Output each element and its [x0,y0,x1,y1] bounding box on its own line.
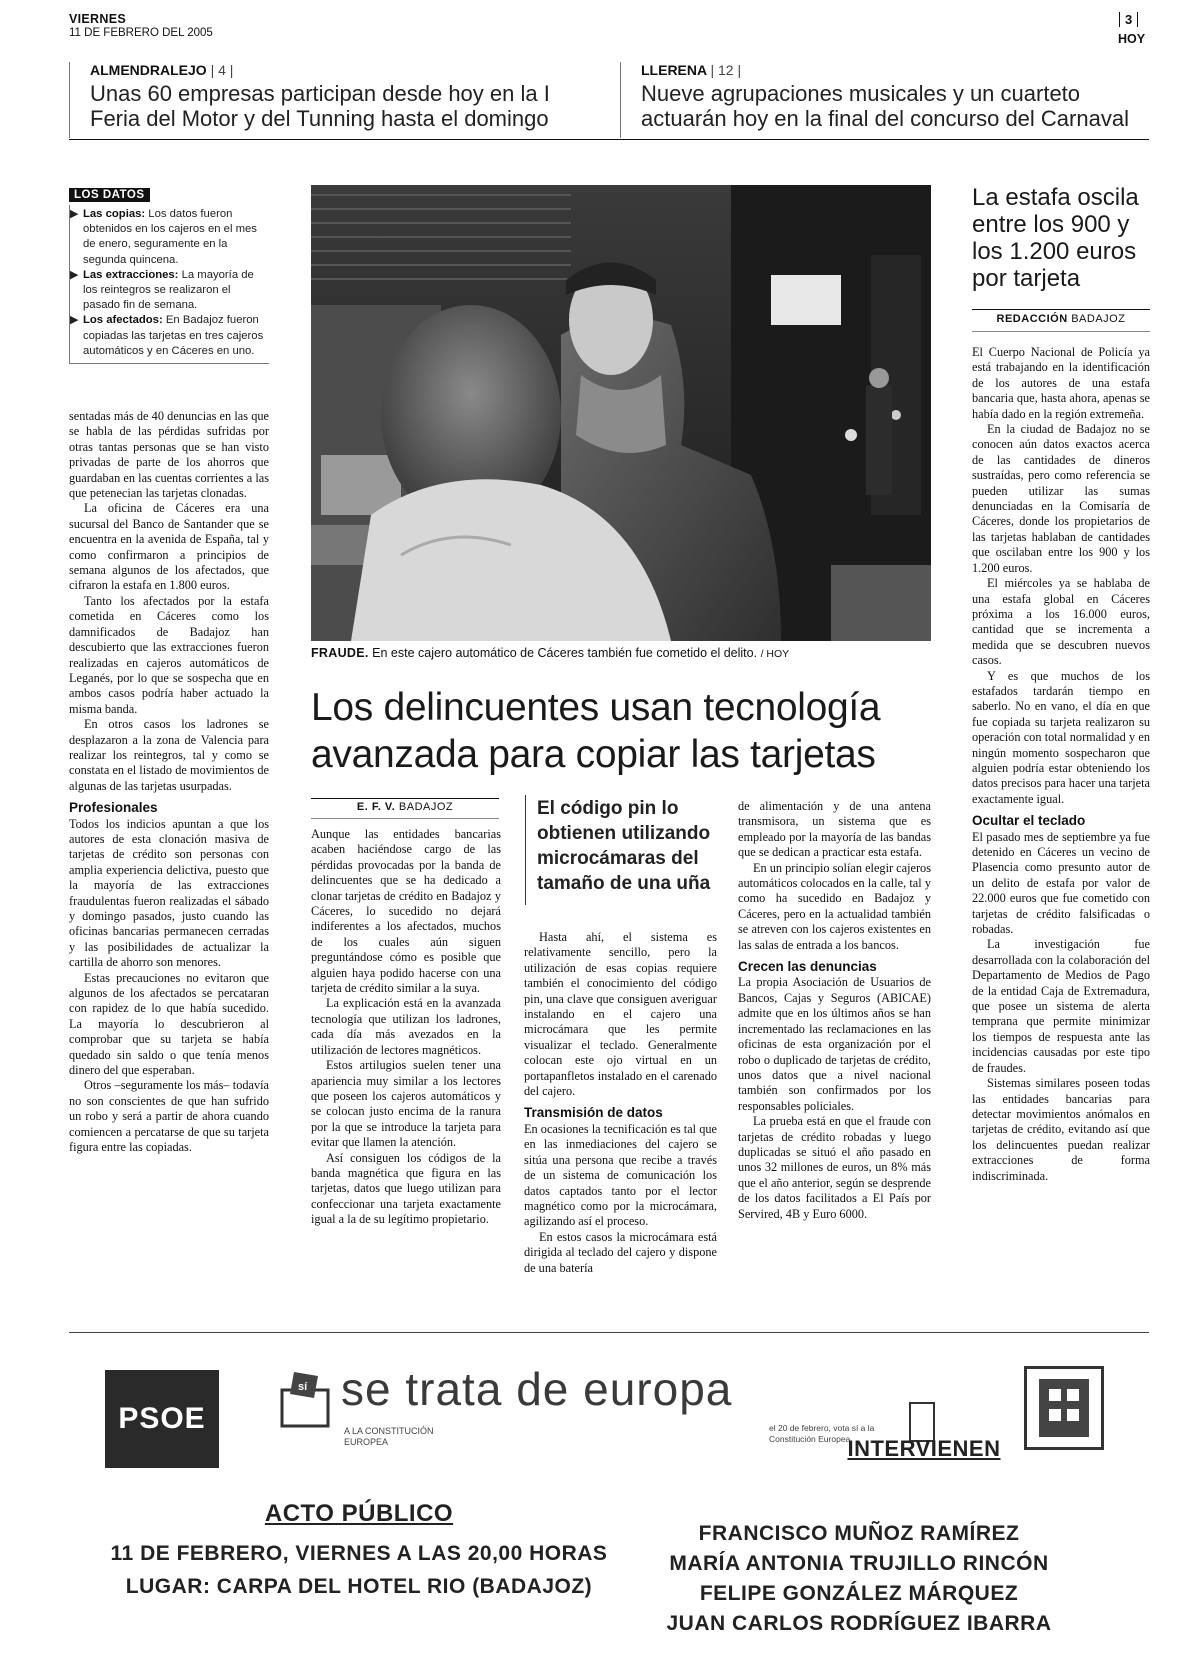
paragraph: El Cuerpo Nacional de Policía ya está trabajando en la identificación de los autores de una estafa bancaria que, hasta ahora, apenas se había dado en la región extremeña. [972,345,1150,421]
ad-sub2: EUROPEA [344,1437,389,1447]
left-column-text [69,409,269,1156]
paragraph: Estas precauciones no evitaron que algunos de los afectados se percataran con rapidez de lo que había sucedido. La mayoría lo descubrieron al comprobar que su tarjeta se había quedado sin saldo o que tenía menos dinero del que esperaban. [69,970,269,1078]
datos-item: ▶ Las extracciones: La mayoría de los reintegros se realizaron el pasado fin de semana. [70,268,254,312]
datos-item: ▶ Los afectados: En Badajoz fueron copiadas las tarjetas en tres cajeros automáticos y en Cáceres en uno. [70,314,264,357]
ad-event-date: 11 DE FEBRERO, VIERNES A LAS 20,00 HORAS [110,1542,608,1565]
ad-note2: Constitución Europea [769,1434,851,1444]
byline-place: BADAJOZ [1071,313,1126,325]
svg-text:sí: sí [298,1381,308,1393]
paragraph: En otros casos los ladrones se desplazaron a la zona de Valencia para realizar los reintegros, tal y como se constata en el listado de movimientos de algunas de las tarjetas usurpadas. [69,717,269,793]
ad-event-title: ACTO PÚBLICO [264,1500,454,1527]
datos-box [69,185,269,364]
ad-rule [69,1332,1149,1333]
ad-note1: el 20 de febrero, vota sí a la [769,1423,875,1433]
caption-label: FRAUDE. [311,646,369,660]
right-byline-rule-bottom [972,331,1150,332]
paragraph: Otros –seguramente los más– todavía no son conscientes de que han sufrido un robo y será a partir de ahora cuando comiencen a percatarse de que su tarjeta figura entre las copiadas. [69,1078,269,1155]
subhead-profesionales: Profesionales [69,800,158,816]
byline-author: REDACCIÓN [996,313,1068,325]
paragraph: El miércoles ya se hablaba de una estafa global en Cáceres próxima a los 16.000 euros, cantidad que se incrementa a medida que se descubren nuevos casos. [972,576,1150,668]
subhead-crecen: Crecen las denuncias [738,959,877,975]
right-column-text [972,345,1150,1184]
ad-speaker: FELIPE GONZÁLEZ MÁRQUEZ [699,1582,1019,1605]
main-col-3 [738,799,931,1222]
paragraph: Estos artilugios suelen tener una apariencia muy similar a los lectores que poseen los cajeros automáticos y se colocan justo encima de la ranura por la que se introduce la tarjeta para evitar que llamen la atención. [311,1058,501,1150]
caption-credit: / HOY [760,648,790,660]
main-col-1 [311,827,501,1228]
byline-rule-top [311,798,499,799]
caption-text: En este cajero automático de Cáceres también fue cometido el delito. [372,646,758,660]
teaser-llerena[interactable]: LLERENA | 12 | Nueve agrupaciones musicales y un cuarteto actuarán hoy en la final del concurso del Carnaval [641,62,1161,131]
paragraph: Así consiguen los códigos de la banda magnética que figura en las tarjetas, datos que luego utilizan para confeccionar una tarjeta exactamente igual a la de su legítimo propietario. [311,1150,501,1227]
paragraph: Tanto los afectados por la estafa cometida en Cáceres como los damnificados de Badajoz han descubierto que las extracciones fueron realizadas en cajeros automáticos de Leganés, por lo que se sospecha que en ambos casos podría haber actuado la misma banda. [69,593,269,716]
paragraph: Hasta ahí, el sistema es relativamente sencillo, pero la utilización de esas copias requiere también el conocimiento del código pin, una clave que consiguen averiguar instalando en el cajero una microcámara que les permite visualizar el teclado. Generalmente colocan este ojo virtual en un portapanfletos instalado en el carenado del cajero. [524,930,717,1099]
paragraph: En estos casos la microcámara está dirigida al teclado del cajero y dispone de una batería [524,1229,717,1275]
teaser-page: 12 [718,62,734,78]
header-rule [69,139,1149,140]
right-headline: La estafa oscila entre los 900 y los 1.200 euros por tarjeta [972,184,1139,292]
teaser-section: LLERENA [641,62,707,78]
publication-name: HOY [1118,32,1146,46]
paragraph: Sistemas similares poseen todas las entidades bancarias para detectar movimientos anómalos en tarjetas de crédito, evitando así que los delincuentes puedan realizar extracciones de forma indiscriminada. [972,1076,1150,1183]
ad-speaker: MARÍA ANTONIA TRUJILLO RINCÓN [669,1552,1049,1575]
ad-slogan: se trata de europa [341,1363,733,1415]
datos-label: LOS DATOS [69,188,150,202]
paragraph: de alimentación y de una antena transmisora, un sistema que es empleado por la mayoría de las bandas que se dedican a practicar esta estafa. [738,799,931,860]
main-col-2 [524,930,717,1276]
byline-place: BADAJOZ [398,801,454,813]
pullquote: El código pin lo obtienen utilizando microcámaras del tamaño de una uña [537,798,711,894]
atm-photo [311,185,931,641]
pullquote-rule [525,795,526,905]
paragraph: La propia Asociación de Usuarios de Bancos, Cajas y Seguros (ABICAE) admite que en los últimos años se han incrementado las reclamaciones en las oficinas de esta organización por el robo o duplicado de tarjetas de crédito, unos datos que a nivel nacional también son confirmados por los responsables policiales. [738,975,931,1113]
paragraph: La prueba está en que el fraude con tarjetas de crédito robadas y luego duplicadas se situó el año pasado en unos 32 millones de euros, un 8% más que el año anterior, según se desprende de los datos facilitados a El País por Servired, 4B y Euro 6000. [738,1114,931,1221]
main-headline: Los delincuentes usan tecnología avanzada para copiar las tarjetas [311,686,881,776]
paragraph: En un principio solían elegir cajeros automáticos colocados en la calle, tal y como ha sucedido en Badajoz y Cáceres, pero en la actualidad también se atreven con los cajeros existentes en las salas de entrada a los bancos. [738,860,931,952]
byline-rule-bottom [311,818,499,819]
ballot-box-icon [274,1368,336,1428]
page-day: VIERNES [69,12,126,26]
right-byline-rule-top [972,309,1150,310]
paragraph: La investigación fue desarrollada con la colaboración del Departamento de Medios de Pago de la entidad Caja de Extremadura, que posee un sistema de alerta temprana que permite minimizar los tiempos de respuesta ante las incidencias causadas por este tipo de fraudes. [972,937,1150,1075]
paragraph: En ocasiones la tecnificación es tal que en las inmediaciones del cajero se sitúa una persona que recibe a través de un sistema de comunicación los datos captados tanto por el lector magnético como por la microcámara, agilizando así el proceso. [524,1121,717,1229]
ad-speakers-title: INTERVIENEN [847,1436,1001,1461]
subhead-ocultar: Ocultar el teclado [972,813,1086,829]
ad-speaker: FRANCISCO MUÑOZ RAMÍREZ [698,1522,1020,1545]
ad-event-place: LUGAR: CARPA DEL HOTEL RIO (BADAJOZ) [125,1575,593,1598]
ad-sub1: A LA CONSTITUCIÓN [344,1426,434,1436]
teaser-headline: Unas 60 empresas participan desde hoy en la I Feria del Motor y del Tunning hasta el domingo [90,81,550,131]
subhead-transmision: Transmisión de datos [524,1105,663,1121]
page-number: 3 [1119,12,1138,27]
paragraph: sentadas más de 40 denuncias en las que se habla de las pérdidas sufridas por otras tantas personas que se han visto privadas de parte de los ahorros que guardaban en las cuentas corrientes a las que petenecian las tarjetas clonadas. [69,409,269,501]
teaser-divider-left [69,62,70,138]
byline-author: E. F. V. [356,801,396,813]
main-byline [311,801,499,813]
teaser-page: 4 [218,62,226,78]
teaser-section: ALMENDRALEJO [90,62,207,78]
paragraph: Y es que muchos de los estafados tardarán tiempo en saberlo. No en vano, el día en que fue copiada su tarjeta realizaron su operación con total normalidad y en ningún momento sospecharon que alguien podría estar obteniendo los datos precisos para hacer una tarjeta exactamente igual. [972,668,1150,806]
teaser-divider-mid [620,62,621,138]
psoe-ad [69,1340,1149,1656]
psoe-logo: PSOE [105,1370,219,1468]
paragraph: Todos los indicios apuntan a que los autores de esta clonación masiva de tarjetas de crédito son personas con amplia experiencia delictiva, puesto que la mayoría de las extracciones fraudulentas fueron realizadas el sábado y domingo pasados, justo cuando las oficinas bancarias permanecen cerradas y las posibilidades de actualizar la cartilla de ahorro son menores. [69,816,269,970]
teaser-headline: Nueve agrupaciones musicales y un cuarteto actuarán hoy en la final del concurso del Carnaval [641,81,1129,131]
paragraph: La explicación está en la avanzada tecnología que utilizan los ladrones, cada día más avezados en la utilización de lectores magnéticos. [311,996,501,1057]
datos-item: ▶ Las copias: Los datos fueron obtenidos en los cajeros en el mes de enero, seguramente en la segunda quincena. [70,208,257,266]
right-byline [972,313,1150,325]
paragraph: En la ciudad de Badajoz no se conocen aún datos exactos acerca de las cantidades de dineros sustraídas, pero como referencia se pueden utilizar las sumas denunciadas en la Comisaría de Cáceres, donde los propietarios de las tarjetas hablaban de cantidades que oscilaban entre los 900 y los 1.200 euros. [972,422,1150,575]
paragraph: Aunque las entidades bancarias acaben haciéndose cargo de las pérdidas provocadas por la banda de delincuentes que se ha dedicado a clonar tarjetas de crédito en Badajoz y Cáceres, lo sucedido no dejará indiferentes a los afectados, muchos de los cuales aún siguen preguntándose cómo es posible que alguien haya podido hacerse con una tarjeta de crédito similar a la suya. [311,827,501,996]
ad-speaker: JUAN CARLOS RODRÍGUEZ IBARRA [666,1612,1052,1635]
teaser-almendralejo[interactable]: ALMENDRALEJO | 4 | Unas 60 empresas participan desde hoy en la I Feria del Motor y del Tunning hasta el domingo [90,62,600,131]
paragraph: El pasado mes de septiembre ya fue detenido en Cáceres un vecino de Plasencia como presunto autor de un delito de estafa por valor de 22.000 euros que fue cometido con tarjetas de crédito falsificadas o robadas. [972,829,1150,937]
page-date: 11 DE FEBRERO DEL 2005 [69,27,213,39]
atm-photo-image [311,185,931,641]
photo-caption [311,646,931,660]
paragraph: La oficina de Cáceres era una sucursal del Banco de Santander que se encuentra en la avenida de España, tal y como confirmaron a principios de semana algunos de los afectados, que cifraron la estafa en 1.800 euros. [69,501,269,593]
